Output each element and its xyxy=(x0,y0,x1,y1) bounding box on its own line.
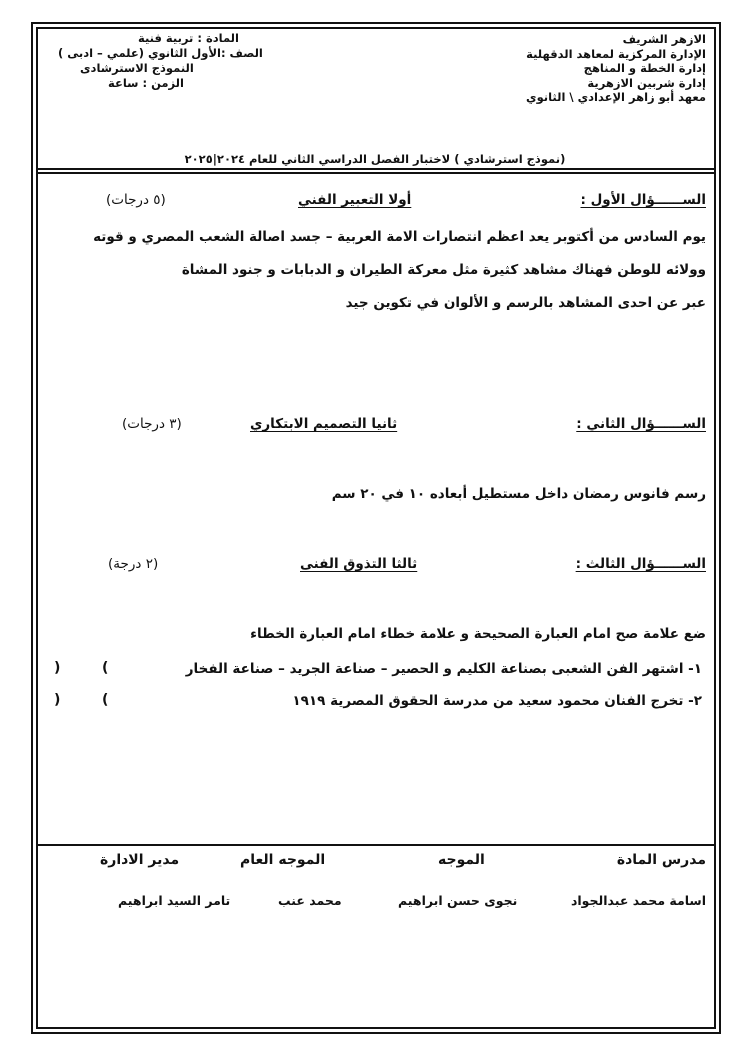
q3-instruction: ضع علامة صح امام العبارة الصحيحة و علامة خطاء امام العبارة الخطاء xyxy=(250,626,706,642)
header-time: الزمن : ساعة xyxy=(108,76,184,90)
q3-marks: (٢ درجة) xyxy=(108,556,159,572)
q3-label: الســــــؤال الثالث : xyxy=(575,556,706,572)
q3-item-1: ١- اشتهر الفن الشعبى بصناعة الكليم و الحصير – صناعة الجريد – صناعة الفخار xyxy=(185,661,702,677)
page-inner-border xyxy=(36,27,716,1029)
header-line-3: إدارة الخطة و المناهج xyxy=(583,61,706,75)
footer-divider xyxy=(36,844,716,846)
name-supervisor: نجوى حسن ابراهيم xyxy=(398,893,518,908)
name-general-supervisor: محمد عنب xyxy=(278,893,342,908)
exam-title: (نموذج استرشادي ) لاختبار الفصل الدراسي الثاني للعام ٢٠٢٤|٢٠٢٥ xyxy=(184,152,566,166)
header-model: النموذج الاسترشادى xyxy=(80,61,194,75)
q2-label: الســــــؤال الثاني : xyxy=(576,416,706,432)
q1-label: الســــــؤال الأول : xyxy=(580,192,706,208)
header-line-1: الازهر الشريف xyxy=(622,32,706,46)
name-subject-teacher: اسامة محمد عبدالجواد xyxy=(570,893,706,908)
header-institution-block xyxy=(446,32,706,105)
q1-text-line-2: وولائه للوطن فهناك مشاهد كثيرة مثل معركة الطيران و الدبابات و جنود المشاة xyxy=(181,262,706,278)
q3-item-2: ٢- تخرج الفنان محمود سعيد من مدرسة الحقوق المصرية ١٩١٩ xyxy=(292,693,702,709)
role-general-supervisor: الموجه العام xyxy=(240,852,326,868)
q3-item-2-answer-open: ( xyxy=(102,692,109,708)
role-subject-teacher: مدرس المادة xyxy=(616,852,706,868)
q3-item-2-answer-close: ) xyxy=(54,692,61,708)
q1-section-title: أولا التعبير الفني xyxy=(298,192,412,208)
header-divider-2 xyxy=(36,172,716,174)
header-divider-1 xyxy=(36,168,716,170)
q3-item-1-answer-open: ( xyxy=(102,660,109,676)
q2-section-title: ثانيا التصميم الابتكاري xyxy=(250,416,398,432)
header-grade: الصف :الأول الثانوي (علمي – ادبى ) xyxy=(58,46,263,60)
q2-text: رسم فانوس رمضان داخل مستطيل أبعاده ١٠ في ٢٠ سم xyxy=(331,486,706,502)
name-administration-director: تامر السيد ابراهيم xyxy=(118,893,231,908)
header-subject: المادة : تربية فنية xyxy=(138,31,239,45)
header-line-2: الإدارة المركزية لمعاهد الدقهلية xyxy=(526,46,706,61)
q3-section-title: ثالثا التذوق الفنى xyxy=(300,556,418,572)
q2-marks: (٣ درجات) xyxy=(122,416,182,432)
q3-item-1-answer-close: ) xyxy=(54,660,61,676)
role-administration-director: مدير الادارة xyxy=(100,852,180,868)
role-supervisor: الموجه xyxy=(438,852,485,868)
header-line-5: معهد أبو زاهر الإعدادي \ الثانوي xyxy=(526,90,706,104)
q1-text-line-1: يوم السادس من أكتوبر يعد اعظم انتصارات الامة العربية – جسد اصالة الشعب المصري و قوته xyxy=(93,229,706,245)
q1-marks: (٥ درجات) xyxy=(106,192,166,208)
q1-text-line-3: عبر عن احدى المشاهد بالرسم و الألوان في تكوين جيد xyxy=(345,295,706,311)
header-line-4: إدارة شربين الازهرية xyxy=(587,75,706,90)
